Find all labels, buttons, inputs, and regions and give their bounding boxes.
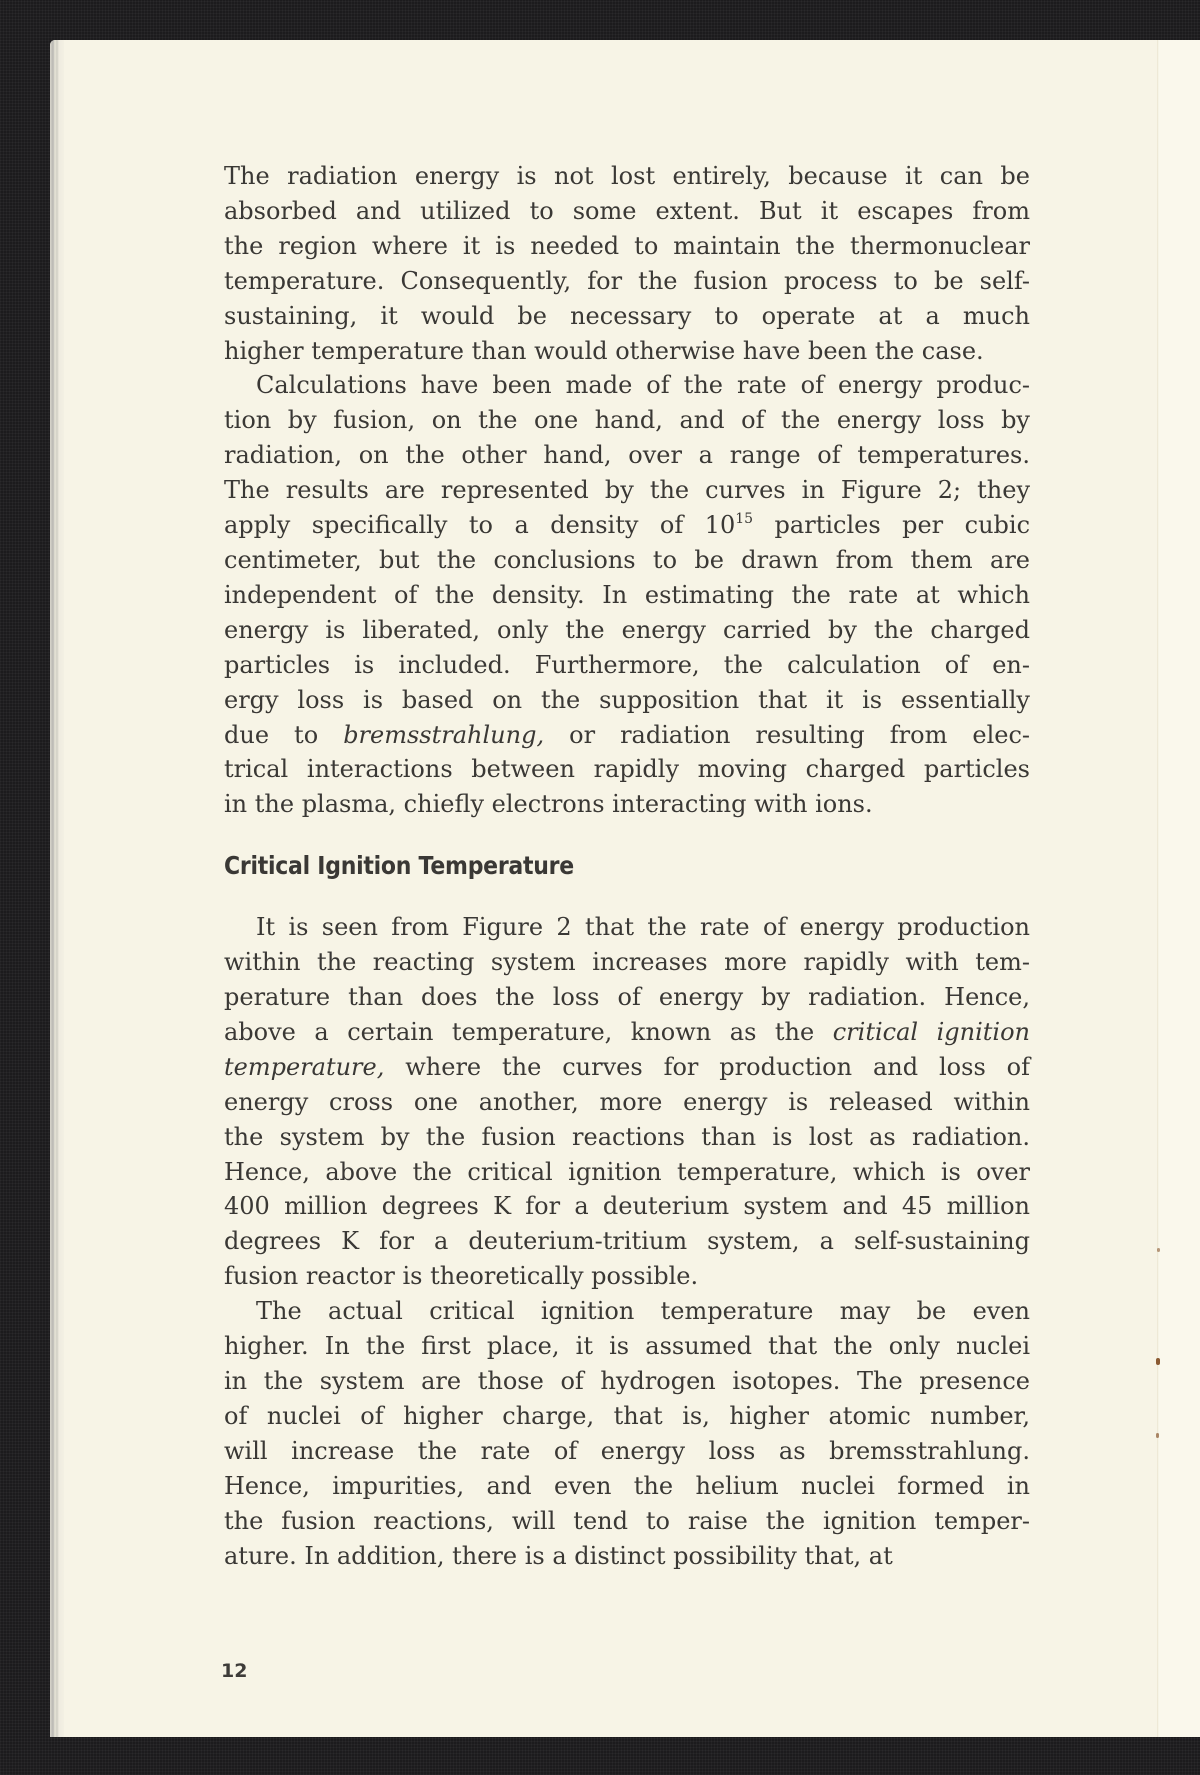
- text-line: trical interactions between rapidly moving charged particles: [224, 755, 1030, 784]
- text-line: within the reacting system increases more rapidly with tem-: [224, 948, 1030, 977]
- paper-speck: [1157, 1248, 1160, 1252]
- text-line: the region where it is needed to maintain the thermonuclear: [224, 231, 1030, 260]
- page-stack-edge: [50, 40, 64, 1737]
- text-line: temperature. Consequently, for the fusion process to be self-: [224, 266, 1030, 295]
- paper-speck: [1156, 1358, 1160, 1365]
- text-line: ature. In addition, there is a distinct possibility that, at: [224, 1541, 893, 1570]
- text-line: radiation, on the other hand, over a range of temperatures.: [224, 441, 1030, 470]
- section-heading: Critical Ignition Temperature: [224, 851, 574, 881]
- text-line: centimeter, but the conclusions to be drawn from them are: [224, 545, 1030, 574]
- text-line: The actual critical ignition temperature may be even: [256, 1297, 1030, 1326]
- text-line: above a certain temperature, known as the critical ignition: [224, 1017, 1030, 1046]
- page-number: 12: [221, 1660, 248, 1682]
- text-line: due to bremsstrahlung, or radiation resulting from elec-: [224, 720, 1030, 749]
- paragraph-actual-ignition: [224, 1294, 1030, 1573]
- text-line: Hence, above the critical ignition temperature, which is over: [224, 1157, 1030, 1186]
- text-line: perature than does the loss of energy by radiation. Hence,: [224, 983, 1030, 1012]
- italic-term: bremsstrahlung,: [343, 720, 545, 749]
- body-text: [224, 159, 1030, 1573]
- text-line: independent of the density. In estimating the rate at which: [224, 580, 1030, 609]
- italic-term: temperature,: [224, 1052, 385, 1081]
- text-line: will increase the rate of energy loss as bremsstrahlung.: [224, 1436, 1030, 1465]
- text-line: particles is included. Furthermore, the calculation of en-: [224, 650, 1030, 679]
- text-line: 400 million degrees K for a deuterium system and 45 million: [224, 1192, 1030, 1221]
- paragraph-calculations: [224, 368, 1030, 822]
- text-line: ergy loss is based on the supposition that it is essentially: [224, 685, 1030, 714]
- text-line: in the system are those of hydrogen isotopes. The presence: [224, 1367, 1030, 1395]
- text-line: higher temperature than would otherwise have been the case.: [224, 336, 984, 365]
- text-line: absorbed and utilized to some extent. But it escapes from: [224, 196, 1030, 225]
- text-line: tion by fusion, on the one hand, and of the energy loss by: [224, 406, 1030, 435]
- superscript-exponent: 15: [735, 511, 754, 528]
- text-line: the fusion reactions, will tend to raise the ignition temper-: [224, 1506, 1030, 1535]
- text-line: of nuclei of higher charge, that is, higher atomic number,: [224, 1401, 1030, 1430]
- paragraph-figure-2: [224, 910, 1030, 1294]
- text-line: sustaining, it would be necessary to operate at a much: [224, 301, 1030, 330]
- text-line: the system by the fusion reactions than is lost as radiation.: [224, 1122, 1030, 1151]
- facing-page-edge: [1159, 40, 1200, 1737]
- text-line: The results are represented by the curves in Figure 2; they: [224, 476, 1030, 505]
- paragraph-radiation-energy: [224, 159, 1030, 368]
- text-line: energy cross one another, more energy is released within: [224, 1087, 1030, 1116]
- text-line: fusion reactor is theoretically possible.: [224, 1262, 699, 1291]
- text-line: Calculations have been made of the rate of energy produc-: [256, 371, 1030, 400]
- italic-term: critical ignition: [832, 1017, 1030, 1046]
- paper-speck: [1156, 1433, 1159, 1438]
- text-line: energy is liberated, only the energy carried by the charged: [224, 615, 1030, 644]
- text-line: in the plasma, chiefly electrons interacting with ions.: [224, 790, 873, 819]
- text-line: apply specifically to a density of $10^{15}$ particles per cubic: [224, 511, 1031, 540]
- text-line: It is seen from Figure 2 that the rate of energy production: [256, 913, 1030, 942]
- text-line: Hence, impurities, and even the helium nuclei formed in: [224, 1471, 1030, 1500]
- text-line: temperature, where the curves for production and loss of: [224, 1052, 1030, 1081]
- text-line: degrees K for a deuterium-tritium system, a self-sustaining: [224, 1227, 1030, 1256]
- text-line: higher. In the first place, it is assumed that the only nuclei: [224, 1332, 1030, 1361]
- text-line: The radiation energy is not lost entirely, because it can be: [224, 162, 1030, 190]
- book-page: [50, 40, 1200, 1737]
